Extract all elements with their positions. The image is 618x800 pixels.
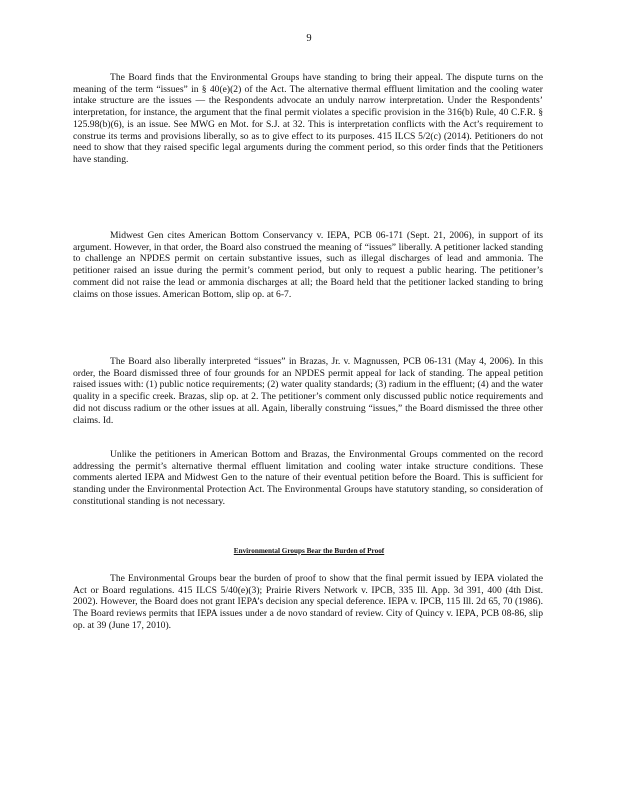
paragraph-text: Midwest Gen cites American Bottom Conservancy v. IEPA, PCB 06-171 (Sept. 21, 2006), in support of its argument. However, in that order, the Board also construed the meaning of “issues” liberally. A petitioner lacked standing to challenge an NPDES permit on certain substantive issues, such as illegal discharges of lead and ammonia. The petitioner raised an issue during the permit’s comment period, but only to request a public hearing. The petitioner’s comment did not raise the lead or ammonia discharges at all; the Board held that the petitioner lacked standing to bring claims on those issues. American Bottom, slip op. at 6-7. bbox=[73, 230, 543, 300]
paragraph-environmental-groups bbox=[73, 449, 543, 508]
paragraph-text: The Board finds that the Environmental Groups have standing to bring their appeal. The dispute turns on the meaning of the term “issues” in § 40(e)(2) of the Act. The alternative thermal effluent limitation and the cooling water intake structure are the issues — the Respondents advocate an unduly narrow interpretation. Under the Respondents’ interpretation, for instance, the argument that the final permit violates a specific provision in the 316(b) Rule, 40 C.F.R. § 125.98(b)(6), is an issue. See MWG en Mot. for S.J. at 32. This is interpretation conflicts with the Act’s requirement to construe its terms and provisions liberally, so as to give effect to its purposes. 415 ILCS 5/2(c) (2014). Petitioners do not need to show that they raised specific legal arguments during the comment period, so this order finds that the Petitioners have standing. bbox=[73, 72, 543, 165]
paragraph-american-bottom bbox=[73, 230, 543, 300]
section-heading bbox=[0, 547, 618, 555]
section-heading-text: Environmental Groups Bear the Burden of Proof bbox=[233, 547, 385, 555]
paragraph-text: Unlike the petitioners in American Bottom and Brazas, the Environmental Groups commented on the record addressing the permit’s alternative thermal effluent limitation and cooling water intake structure conditions. These comments alerted IEPA and Midwest Gen to the nature of their eventual petition before the Board. This is sufficient for standing under the Environmental Protection Act. The Environmental Groups have statutory standing, so consideration of constitutional standing is not necessary. bbox=[73, 449, 543, 507]
paragraph-text: The Board also liberally interpreted “issues” in Brazas, Jr. v. Magnussen, PCB 06-131 (May 4, 2006). In this order, the Board dismissed three of four grounds for an NPDES permit appeal for lack of standing. The appeal petition raised issues with: (1) public notice requirements; (2) water quality standards; (3) radium in the effluent; (4) and the water quality in a specific creek. Brazas, slip op. at 2. The petitioner’s comment only discussed public notice requirements and did not discuss radium or the other issues at all. Again, liberally construing “issues,” the Board dismissed the three other claims. Id. bbox=[73, 356, 543, 426]
page-number: 9 bbox=[306, 33, 312, 44]
paragraph-burden-of-proof bbox=[73, 573, 543, 632]
paragraph-standing bbox=[73, 72, 543, 166]
paragraph-brazas bbox=[73, 356, 543, 426]
paragraph-text: The Environmental Groups bear the burden of proof to show that the final permit issued by IEPA violated the Act or Board regulations. 415 ILCS 5/40(e)(3); Prairie Rivers Network v. IPCB, 335 Ill. App. 3d 391, 400 (4th Dist. 2002). However, the Board does not grant IEPA’s decision any special deference. IEPA v. IPCB, 115 Ill. 2d 65, 70 (1986). The Board reviews permits that IEPA issues under a de novo standard of review. City of Quincy v. IEPA, PCB 08-86, slip op. at 39 (June 17, 2010). bbox=[73, 573, 543, 631]
